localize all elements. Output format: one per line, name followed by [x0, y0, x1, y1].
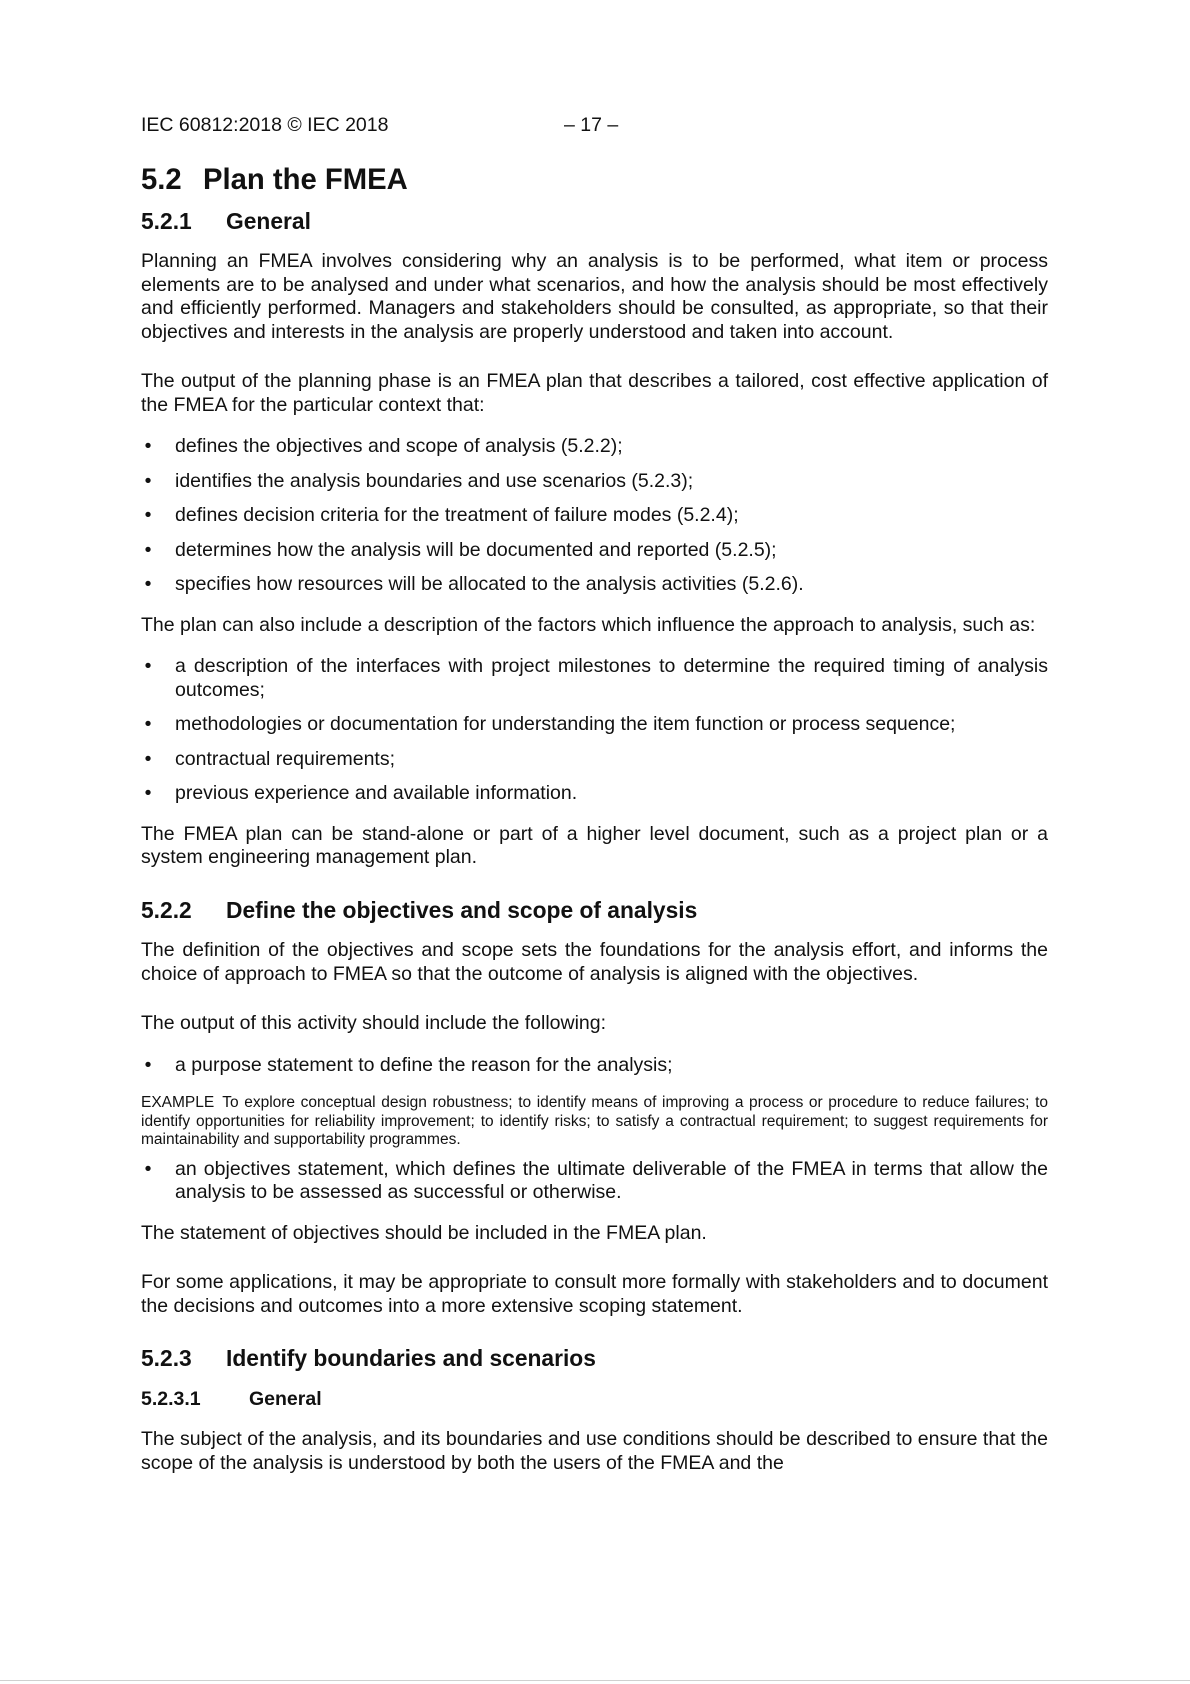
output-list — [141, 1054, 1048, 1078]
example-text: To explore conceptual design robustness; to identify means of improving a process or procedure to reduce failures; to identify opportunities for reliability improvement; to identify risks; to satisfy a contractual requirement; to suggest requirements for maintainability and supportability programmes. — [141, 1094, 1048, 1148]
section-title: General — [249, 1387, 322, 1410]
section-number: 5.2.2 — [141, 896, 192, 923]
factors-list — [141, 655, 1048, 806]
section-heading-5-2-2 — [141, 896, 1048, 923]
list-item: • defines decision criteria for the treatment of failure modes (5.2.4); — [141, 504, 1048, 528]
document-reference: IEC 60812:2018 © IEC 2018 — [141, 114, 389, 136]
paragraph: The subject of the analysis, and its boundaries and use conditions should be described to ensure that the scope of the analysis is understood by both the users of the FMEA and the — [141, 1428, 1048, 1474]
page-number: – 17 – — [564, 114, 619, 136]
list-item: • determines how the analysis will be documented and reported (5.2.5); — [141, 539, 1048, 563]
bullet-icon: • — [144, 782, 152, 804]
paragraph: Planning an FMEA involves considering why an analysis is to be performed, what item or process elements are to be analysed and under what scenarios, and how the analysis should be most effectively and efficiently performed. Managers and stakeholders should be consulted, as appropriate, so that their objectives and interests in the analysis are properly understood and taken into account. — [141, 250, 1048, 343]
paragraph: The output of the planning phase is an FMEA plan that describes a tailored, cost effective application of the FMEA for the particular context that: — [141, 370, 1048, 416]
paragraph: The output of this activity should include the following: — [141, 1012, 607, 1034]
page-bottom-edge — [0, 1680, 1190, 1681]
section-heading-5-2-1 — [141, 207, 1048, 234]
section-heading-5-2 — [141, 164, 1048, 196]
bullet-icon: • — [144, 655, 152, 677]
planning-list — [141, 435, 1048, 597]
bullet-icon: • — [144, 1157, 152, 1180]
paragraph: The plan can also include a description of the factors which influence the approach to analysis, such as: — [141, 613, 1036, 636]
bullet-icon: • — [144, 573, 152, 595]
section-number: 5.2.3 — [141, 1345, 192, 1371]
output-list — [141, 1158, 1048, 1205]
paragraph: For some applications, it may be appropriate to consult more formally with stakeholders and to document the decisions and outcomes into a more extensive scoping statement. — [141, 1271, 1048, 1317]
bullet-icon: • — [144, 713, 152, 735]
bullet-icon: • — [144, 747, 152, 770]
paragraph: The statement of objectives should be included in the FMEA plan. — [141, 1221, 707, 1244]
list-item: • methodologies or documentation for understanding the item function or process sequence; — [141, 713, 1048, 737]
list-item: • defines the objectives and scope of analysis (5.2.2); — [141, 435, 1048, 459]
list-item: • a description of the interfaces with project milestones to determine the required timing of analysis outcomes; — [141, 655, 1048, 702]
example-note — [141, 1094, 1048, 1150]
list-item: • a purpose statement to define the reason for the analysis; — [141, 1054, 1048, 1078]
list-item: • specifies how resources will be allocated to the analysis activities (5.2.6). — [141, 573, 1048, 597]
paragraph: The definition of the objectives and scope sets the foundations for the analysis effort, and informs the choice of approach to FMEA so that the outcome of analysis is aligned with the objectives. — [141, 939, 1048, 985]
section-title: Plan the FMEA — [203, 164, 408, 196]
paragraph: The FMEA plan can be stand-alone or part of a higher level document, such as a project plan or a system engineering management plan. — [141, 822, 1048, 868]
bullet-icon: • — [144, 538, 152, 561]
example-label: EXAMPLE — [141, 1094, 215, 1111]
bullet-icon: • — [144, 435, 152, 457]
list-item: • an objectives statement, which defines the ultimate deliverable of the FMEA in terms that allow the analysis to be assessed as successful or otherwise. — [141, 1158, 1048, 1205]
list-item: • previous experience and available information. — [141, 782, 1048, 806]
section-number: 5.2.1 — [141, 207, 192, 234]
section-number: 5.2 — [141, 164, 182, 196]
document-body — [141, 164, 1048, 1475]
bullet-icon: • — [144, 469, 152, 492]
list-item: • identifies the analysis boundaries and use scenarios (5.2.3); — [141, 470, 1048, 494]
bullet-icon: • — [144, 504, 152, 526]
section-title: Identify boundaries and scenarios — [226, 1345, 596, 1371]
section-title: General — [226, 207, 311, 234]
list-item: • contractual requirements; — [141, 748, 1048, 772]
section-heading-5-2-3 — [141, 1347, 1048, 1371]
section-title: Define the objectives and scope of analysis — [226, 896, 698, 923]
section-number: 5.2.3.1 — [141, 1387, 201, 1410]
bullet-icon: • — [144, 1053, 152, 1076]
section-heading-5-2-3-1 — [141, 1388, 1048, 1412]
